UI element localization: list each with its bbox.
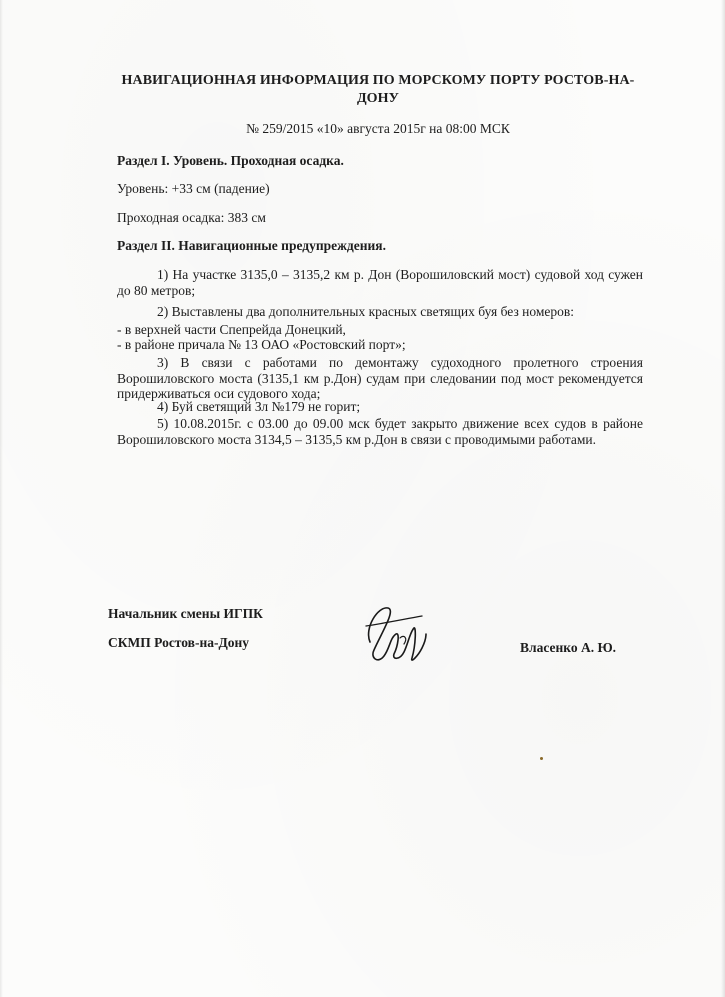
warning-item-1: 1) На участке 3135,0 – 3135,2 км р. Дон (Ворошиловский мост) судовой ход сужен до 80 метров;: [117, 267, 643, 298]
passable-draft: Проходная осадка: 383 см: [117, 210, 266, 225]
water-level: Уровень: +33 см (падение): [117, 181, 270, 196]
warning-item-2b: - в районе причала № 13 ОАО «Ростовский порт»;: [117, 337, 406, 352]
section1-heading: Раздел I. Уровень. Проходная осадка.: [117, 153, 344, 168]
document-subtitle: № 259/2015 «10» августа 2015г на 08:00 МСК: [246, 121, 510, 136]
paper-speck: [540, 757, 543, 760]
handwritten-signature: [360, 598, 440, 670]
warning-item-4: 4) Буй светящий Зл №179 не горит;: [157, 399, 361, 414]
signatory-position-line1: Начальник смены ИГПК: [108, 606, 263, 621]
signatory-name: Власенко А. Ю.: [520, 640, 617, 655]
scan-shadow-right: [721, 0, 725, 997]
warning-item-2a: - в верхней части Спепрейда Донецкий,: [117, 322, 346, 337]
warning-item-2: 2) Выставлены два дополнительных красных светящих буя без номеров:: [157, 304, 575, 319]
scan-shadow-left: [0, 0, 3, 997]
section2-heading: Раздел II. Навигационные предупреждения.: [117, 238, 386, 253]
warning-item-3: 3) В связи с работами по демонтажу судоходного пролетного строения Ворошиловского моста (3135,1 км р.Дон) судам при следовании под мост рекомендуется придерживаться оси судового хода;: [117, 355, 643, 401]
signatory-position-line2: СКМП Ростов-на-Дону: [108, 635, 250, 650]
document-title: НАВИГАЦИОННАЯ ИНФОРМАЦИЯ ПО МОРСКОМУ ПОРТУ РОСТОВ-НА-ДОНУ: [121, 73, 635, 106]
warning-item-5: 5) 10.08.2015г. с 03.00 до 09.00 мск будет закрыто движение всех судов в районе Ворошиловского моста 3134,5 – 3135,5 км р.Дон в связи с проводимыми работами.: [117, 416, 643, 447]
